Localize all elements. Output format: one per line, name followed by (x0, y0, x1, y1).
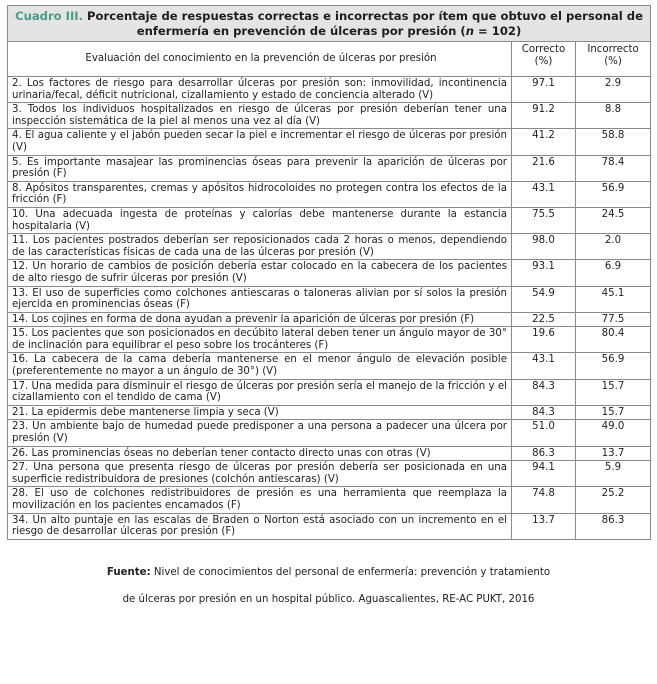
source-label: Fuente: (106, 566, 151, 578)
incorrect-percent-cell: 8.8 (576, 103, 651, 129)
item-text-cell: 12. Un horario de cambios de posición debería estar colocado en la cabecera de los pacientes de alto riesgo de sufrir úlceras por presión (V) (8, 260, 512, 286)
table-row (8, 405, 651, 420)
item-text-cell: 2. Los factores de riesgo para desarrollar úlceras por presión son: inmovilidad, incontinencia urinaria/fecal, déficit nutricional, cizallamiento y estado de conciencia alterado (V) (8, 77, 512, 103)
results-table (7, 5, 651, 540)
correct-percent-cell: 41.2 (512, 129, 576, 155)
correct-percent-cell: 43.1 (512, 181, 576, 207)
incorrect-percent-cell: 58.8 (576, 129, 651, 155)
source-line-1 (7, 566, 650, 580)
correct-percent-cell: 21.6 (512, 155, 576, 181)
table-row (8, 260, 651, 286)
header-row (8, 42, 651, 77)
caption-row (8, 6, 651, 42)
table-row (8, 155, 651, 181)
incorrect-percent-cell: 6.9 (576, 260, 651, 286)
item-text-cell: 26. Las prominencias óseas no deberían tener contacto directo unas con otras (V) (8, 446, 512, 461)
table-row (8, 420, 651, 446)
source-note (7, 566, 650, 607)
correct-percent-cell: 43.1 (512, 353, 576, 379)
incorrect-percent-cell: 2.0 (576, 234, 651, 260)
incorrect-percent-cell: 77.5 (576, 312, 651, 327)
correct-percent-cell: 93.1 (512, 260, 576, 286)
correct-percent-cell: 86.3 (512, 446, 576, 461)
header-incorrect: Incorrecto (%) (576, 42, 651, 77)
item-text-cell: 11. Los pacientes postrados deberían ser reposicionados cada 2 horas o menos, dependiendo de las características físicas de cada una de las úlceras por presión (V) (8, 234, 512, 260)
correct-percent-cell: 51.0 (512, 420, 576, 446)
table-row (8, 513, 651, 539)
item-text-cell: 23. Un ambiente bajo de humedad puede predisponer a una persona a padecer una úlcera por presión (V) (8, 420, 512, 446)
caption-n-symbol: n (465, 24, 474, 38)
item-text-cell: 5. Es importante masajear las prominencias óseas para prevenir la aparición de úlceras por presión (F) (8, 155, 512, 181)
source-text-1: Nivel de conocimientos del personal de enfermería: prevención y tratamiento (150, 566, 551, 578)
table-row (8, 353, 651, 379)
header-item: Evaluación del conocimiento en la prevención de úlceras por presión (8, 42, 512, 77)
incorrect-percent-cell: 24.5 (576, 207, 651, 233)
item-text-cell: 8. Apósitos transparentes, cremas y apósitos hidrocoloides no protegen contra los efectos de la fricción (F) (8, 181, 512, 207)
correct-percent-cell: 54.9 (512, 286, 576, 312)
correct-percent-cell: 74.8 (512, 487, 576, 513)
item-text-cell: 15. Los pacientes que son posicionados en decúbito lateral deben tener un ángulo mayor de 30° de inclinación para equilibrar el peso sobre los trocánteres (F) (8, 327, 512, 353)
table-caption (8, 6, 651, 42)
incorrect-percent-cell: 49.0 (576, 420, 651, 446)
item-text-cell: 17. Una medida para disminuir el riesgo de úlceras por presión sería el manejo de la fricción y el cizallamiento con el tendido de cama (V) (8, 379, 512, 405)
caption-text: Porcentaje de respuestas correctas e incorrectas por ítem que obtuvo el personal de enfermería en prevención de úlceras por presión ( (83, 9, 643, 38)
correct-percent-cell: 84.3 (512, 379, 576, 405)
item-text-cell: 10. Una adecuada ingesta de proteínas y calorías debe mantenerse durante la estancia hospitalaria (V) (8, 207, 512, 233)
correct-percent-cell: 13.7 (512, 513, 576, 539)
table-row (8, 446, 651, 461)
correct-percent-cell: 97.1 (512, 77, 576, 103)
item-text-cell: 14. Los cojines en forma de dona ayudan a prevenir la aparición de úlceras por presión (F) (8, 312, 512, 327)
table-row (8, 461, 651, 487)
header-correct: Correcto (%) (512, 42, 576, 77)
correct-percent-cell: 84.3 (512, 405, 576, 420)
table-row (8, 129, 651, 155)
incorrect-percent-cell: 86.3 (576, 513, 651, 539)
source-line-2: de úlceras por presión en un hospital público. Aguascalientes, RE-AC PUKT, 2016 (122, 593, 535, 605)
table-row (8, 286, 651, 312)
item-text-cell: 27. Una persona que presenta riesgo de úlceras por presión debería ser posicionada en una superficie redistribuidora de presiones (colchón antiescaras) (V) (8, 461, 512, 487)
table-row (8, 379, 651, 405)
incorrect-percent-cell: 2.9 (576, 77, 651, 103)
table-row (8, 181, 651, 207)
table-row (8, 77, 651, 103)
table-body (8, 77, 651, 540)
table-row (8, 103, 651, 129)
incorrect-percent-cell: 80.4 (576, 327, 651, 353)
item-text-cell: 21. La epidermis debe mantenerse limpia y seca (V) (8, 405, 512, 420)
correct-percent-cell: 22.5 (512, 312, 576, 327)
caption-label: Cuadro III. (15, 9, 84, 23)
item-text-cell: 13. El uso de superficies como colchones antiescaras o taloneras alivian por sí solos la presión ejercida en prominencias óseas (F) (8, 286, 512, 312)
item-text-cell: 34. Un alto puntaje en las escalas de Braden o Norton está asociado con un incremento en el riesgo de desarrollar úlceras por presión (F) (8, 513, 512, 539)
incorrect-percent-cell: 15.7 (576, 405, 651, 420)
table-container (7, 5, 650, 607)
incorrect-percent-cell: 78.4 (576, 155, 651, 181)
table-row (8, 487, 651, 513)
incorrect-percent-cell: 56.9 (576, 181, 651, 207)
item-text-cell: 4. El agua caliente y el jabón pueden secar la piel e incrementar el riesgo de úlceras por presión (V) (8, 129, 512, 155)
incorrect-percent-cell: 13.7 (576, 446, 651, 461)
item-text-cell: 3. Todos los individuos hospitalizados en riesgo de úlceras por presión deberían tener una inspección sistemática de la piel al menos una vez al día (V) (8, 103, 512, 129)
incorrect-percent-cell: 45.1 (576, 286, 651, 312)
table-row (8, 234, 651, 260)
table-row (8, 327, 651, 353)
incorrect-percent-cell: 56.9 (576, 353, 651, 379)
item-text-cell: 16. La cabecera de la cama debería mantenerse en el menor ángulo de elevación posible (preferentemente no mayor a un ángulo de 30°) (V) (8, 353, 512, 379)
correct-percent-cell: 98.0 (512, 234, 576, 260)
caption-n-value: = 102) (474, 24, 522, 38)
incorrect-percent-cell: 25.2 (576, 487, 651, 513)
table-row (8, 312, 651, 327)
table-row (8, 207, 651, 233)
incorrect-percent-cell: 5.9 (576, 461, 651, 487)
item-text-cell: 28. El uso de colchones redistribuidores de presión es una herramienta que reemplaza la movilización en los pacientes encamados (F) (8, 487, 512, 513)
correct-percent-cell: 94.1 (512, 461, 576, 487)
correct-percent-cell: 91.2 (512, 103, 576, 129)
correct-percent-cell: 19.6 (512, 327, 576, 353)
incorrect-percent-cell: 15.7 (576, 379, 651, 405)
correct-percent-cell: 75.5 (512, 207, 576, 233)
